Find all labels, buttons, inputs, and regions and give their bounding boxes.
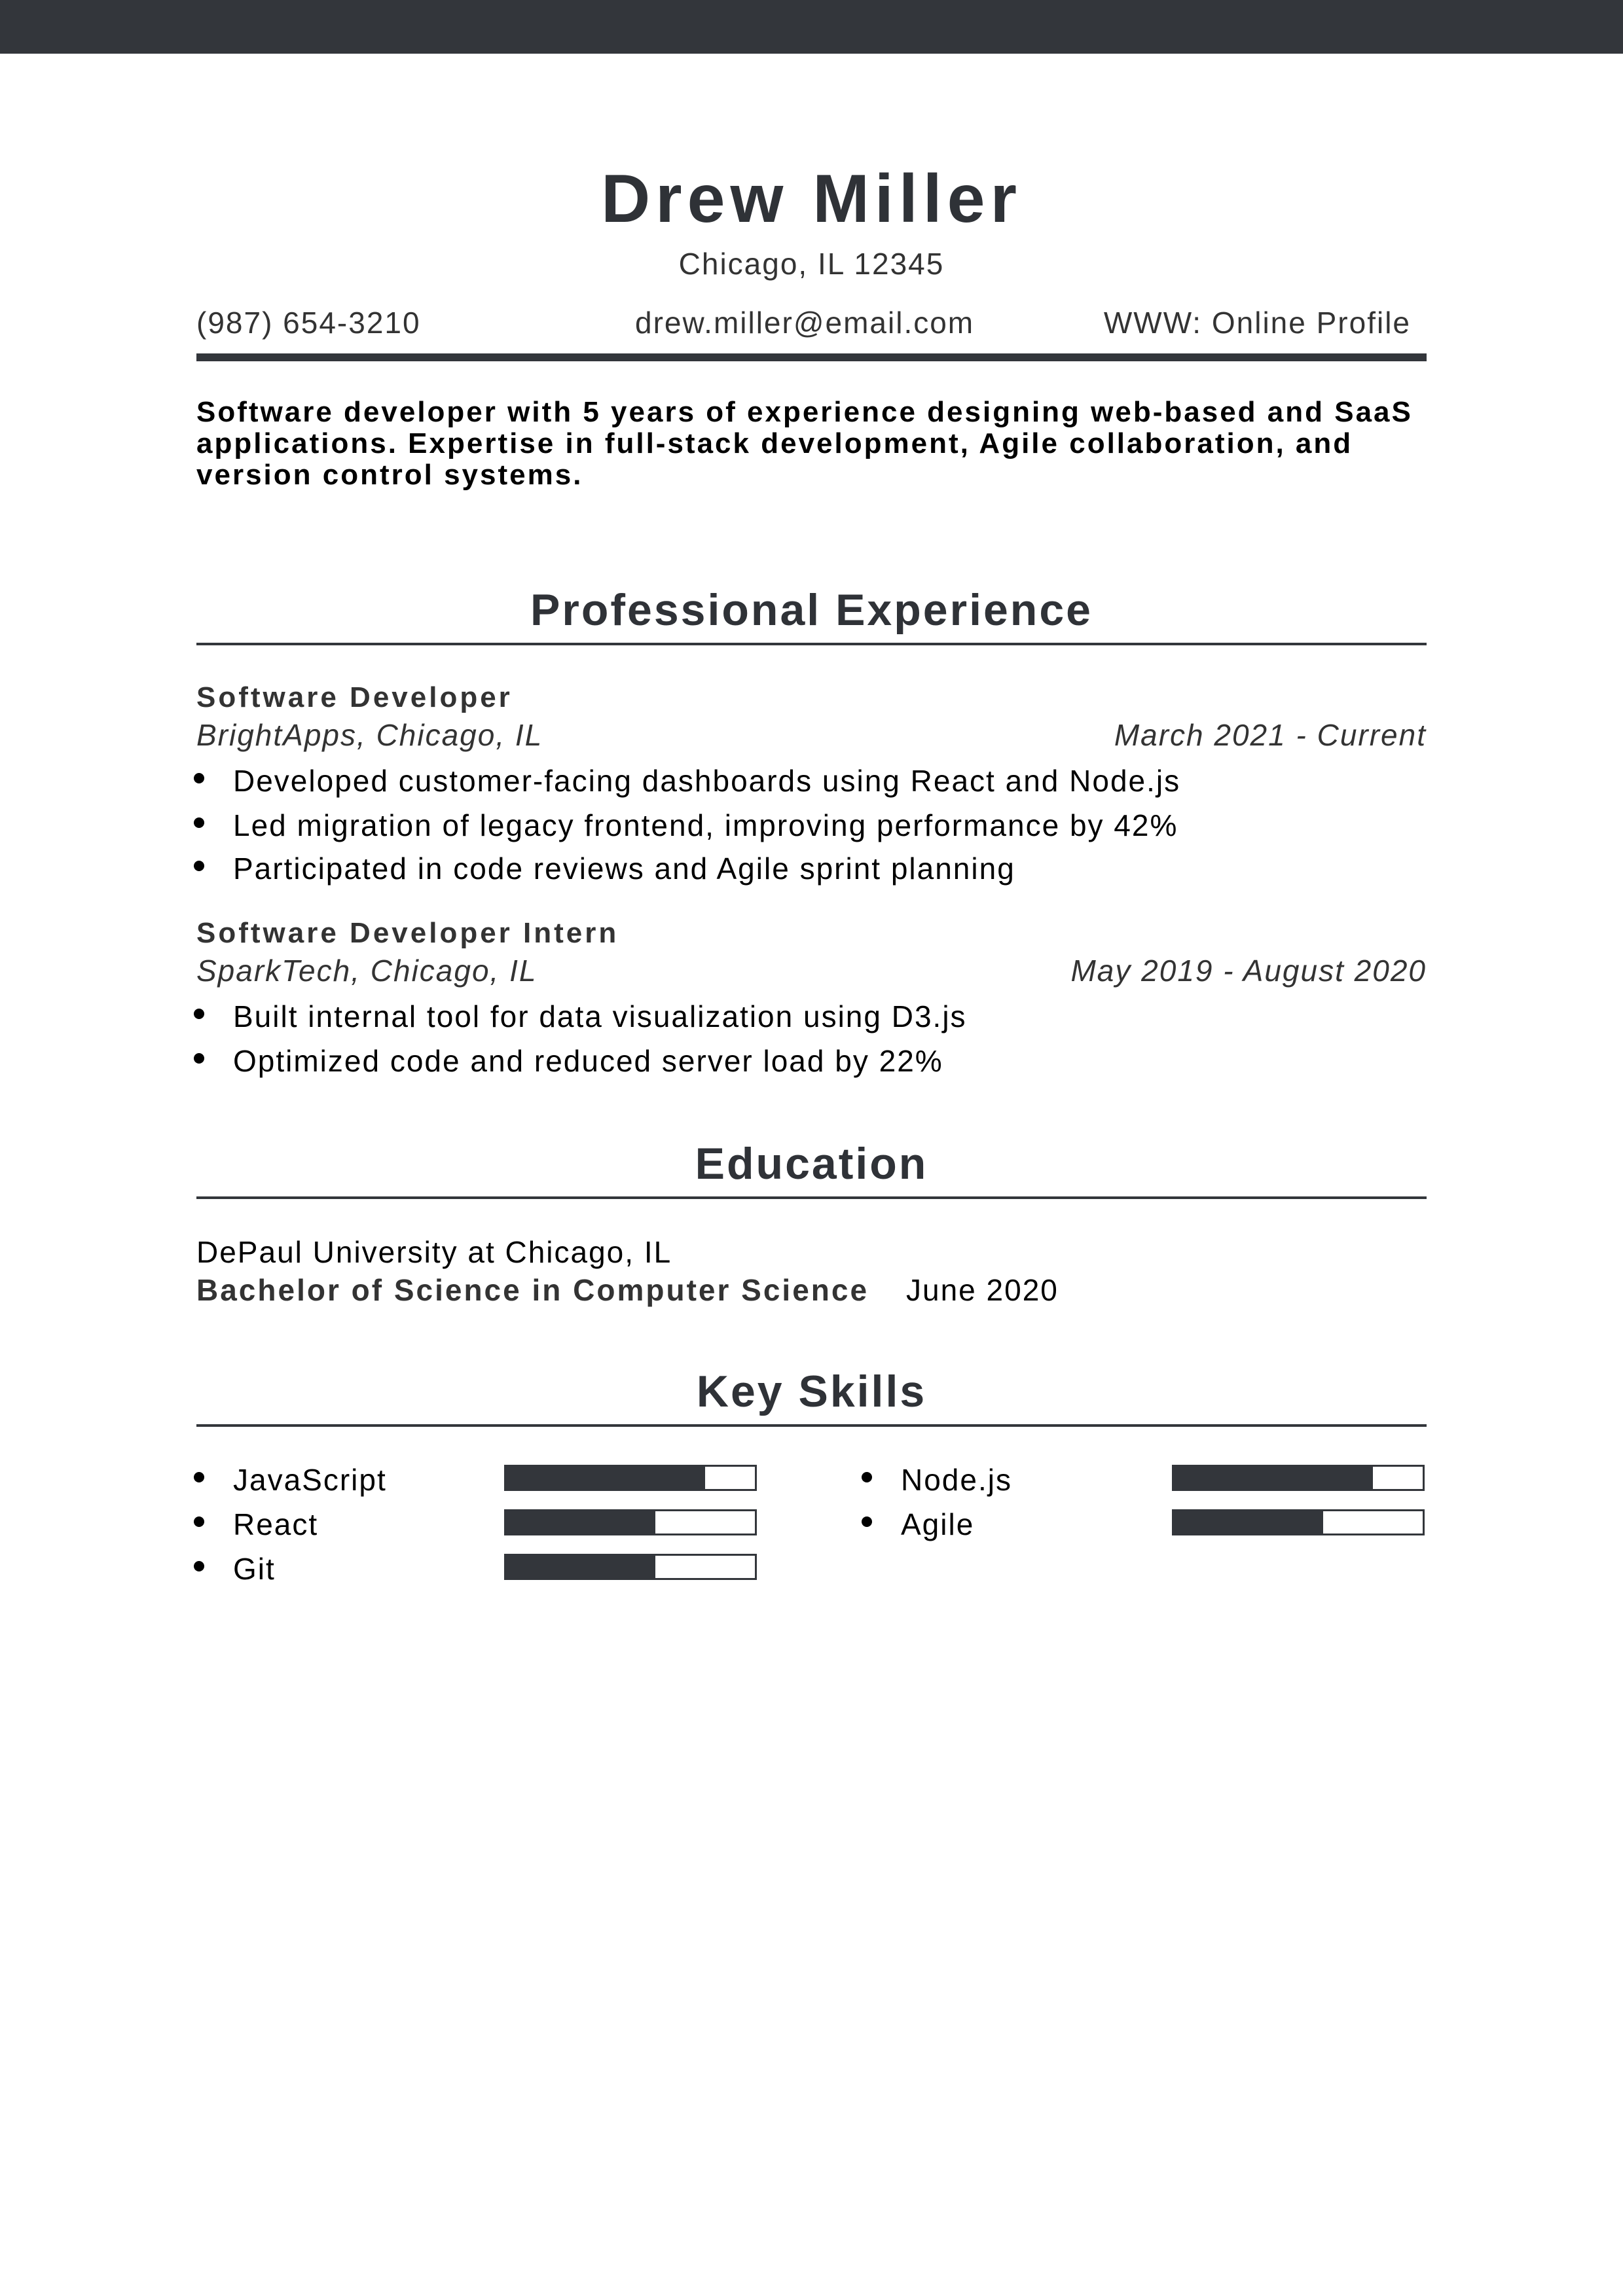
experience-divider — [196, 643, 1427, 645]
education-degree: Bachelor of Science in Computer Science — [196, 1273, 869, 1307]
skill-level-fill — [506, 1556, 655, 1578]
bullet-text: Optimized code and reduced server load by 22% — [233, 1044, 943, 1078]
job-title: Software Developer — [196, 681, 513, 713]
education-date: June 2020 — [906, 1273, 1059, 1307]
skill-level-bar — [1172, 1465, 1425, 1491]
candidate-location: Chicago, IL 12345 — [678, 247, 945, 281]
skill-name: Agile — [901, 1507, 975, 1541]
skill-level-bar — [504, 1509, 757, 1535]
job-company: BrightApps, Chicago, IL — [196, 718, 543, 752]
skill-item — [194, 1554, 276, 1584]
section-title-education: Education — [695, 1139, 928, 1189]
phone-number: (987) 654-3210 — [196, 306, 421, 340]
website-link[interactable]: WWW: Online Profile — [1103, 306, 1411, 340]
list-item — [194, 1001, 967, 1031]
skill-level-fill — [506, 1511, 655, 1534]
list-item — [194, 766, 1180, 796]
bullet-icon — [194, 773, 204, 783]
section-title-skills: Key Skills — [696, 1367, 927, 1416]
bullet-text: Developed customer-facing dashboards using React and Node.js — [233, 764, 1181, 798]
email-address: drew.miller@email.com — [635, 306, 975, 340]
skill-name: Node.js — [901, 1463, 1012, 1497]
job-company: SparkTech, Chicago, IL — [196, 954, 538, 988]
candidate-name: Drew Miller — [601, 161, 1022, 237]
bullet-text: Participated in code reviews and Agile sprint planning — [233, 852, 1015, 886]
list-item — [194, 1046, 943, 1076]
skill-level-fill — [1174, 1467, 1373, 1489]
bullet-icon — [194, 1009, 204, 1019]
skill-level-fill — [506, 1467, 705, 1489]
bullet-text: Led migration of legacy frontend, improving performance by 42% — [233, 808, 1178, 842]
professional-summary: Software developer with 5 years of experience designing web-based and SaaS applications. Expertise in full-stack development, Agile collaboration, and version control systems. — [196, 396, 1413, 491]
bullet-text: Built internal tool for data visualization using D3.js — [233, 999, 967, 1033]
list-item — [194, 810, 1178, 840]
skills-divider — [196, 1424, 1427, 1427]
skill-item — [194, 1509, 318, 1539]
job-title: Software Developer Intern — [196, 917, 619, 949]
top-accent-bar — [0, 0, 1623, 54]
bullet-icon — [862, 1472, 872, 1482]
skill-level-bar — [504, 1554, 757, 1580]
bullet-icon — [194, 1561, 204, 1571]
skill-level-bar — [504, 1465, 757, 1491]
skill-name: React — [233, 1507, 319, 1541]
skill-item — [194, 1465, 387, 1495]
bullet-icon — [194, 817, 204, 828]
header-divider — [196, 353, 1427, 361]
job-dates: March 2021 - Current — [1114, 718, 1427, 752]
skill-item — [862, 1465, 1012, 1495]
bullet-icon — [194, 861, 204, 871]
skill-level-fill — [1174, 1511, 1323, 1534]
skill-name: JavaScript — [233, 1463, 387, 1497]
bullet-icon — [862, 1516, 872, 1527]
list-item — [194, 853, 1015, 884]
section-title-experience: Professional Experience — [530, 585, 1093, 635]
bullet-icon — [194, 1472, 204, 1482]
skill-item — [862, 1509, 974, 1539]
skill-name: Git — [233, 1552, 276, 1586]
education-divider — [196, 1196, 1427, 1199]
job-dates: May 2019 - August 2020 — [1070, 954, 1427, 988]
education-school: DePaul University at Chicago, IL — [196, 1235, 672, 1269]
skill-level-bar — [1172, 1509, 1425, 1535]
bullet-icon — [194, 1516, 204, 1527]
bullet-icon — [194, 1053, 204, 1064]
